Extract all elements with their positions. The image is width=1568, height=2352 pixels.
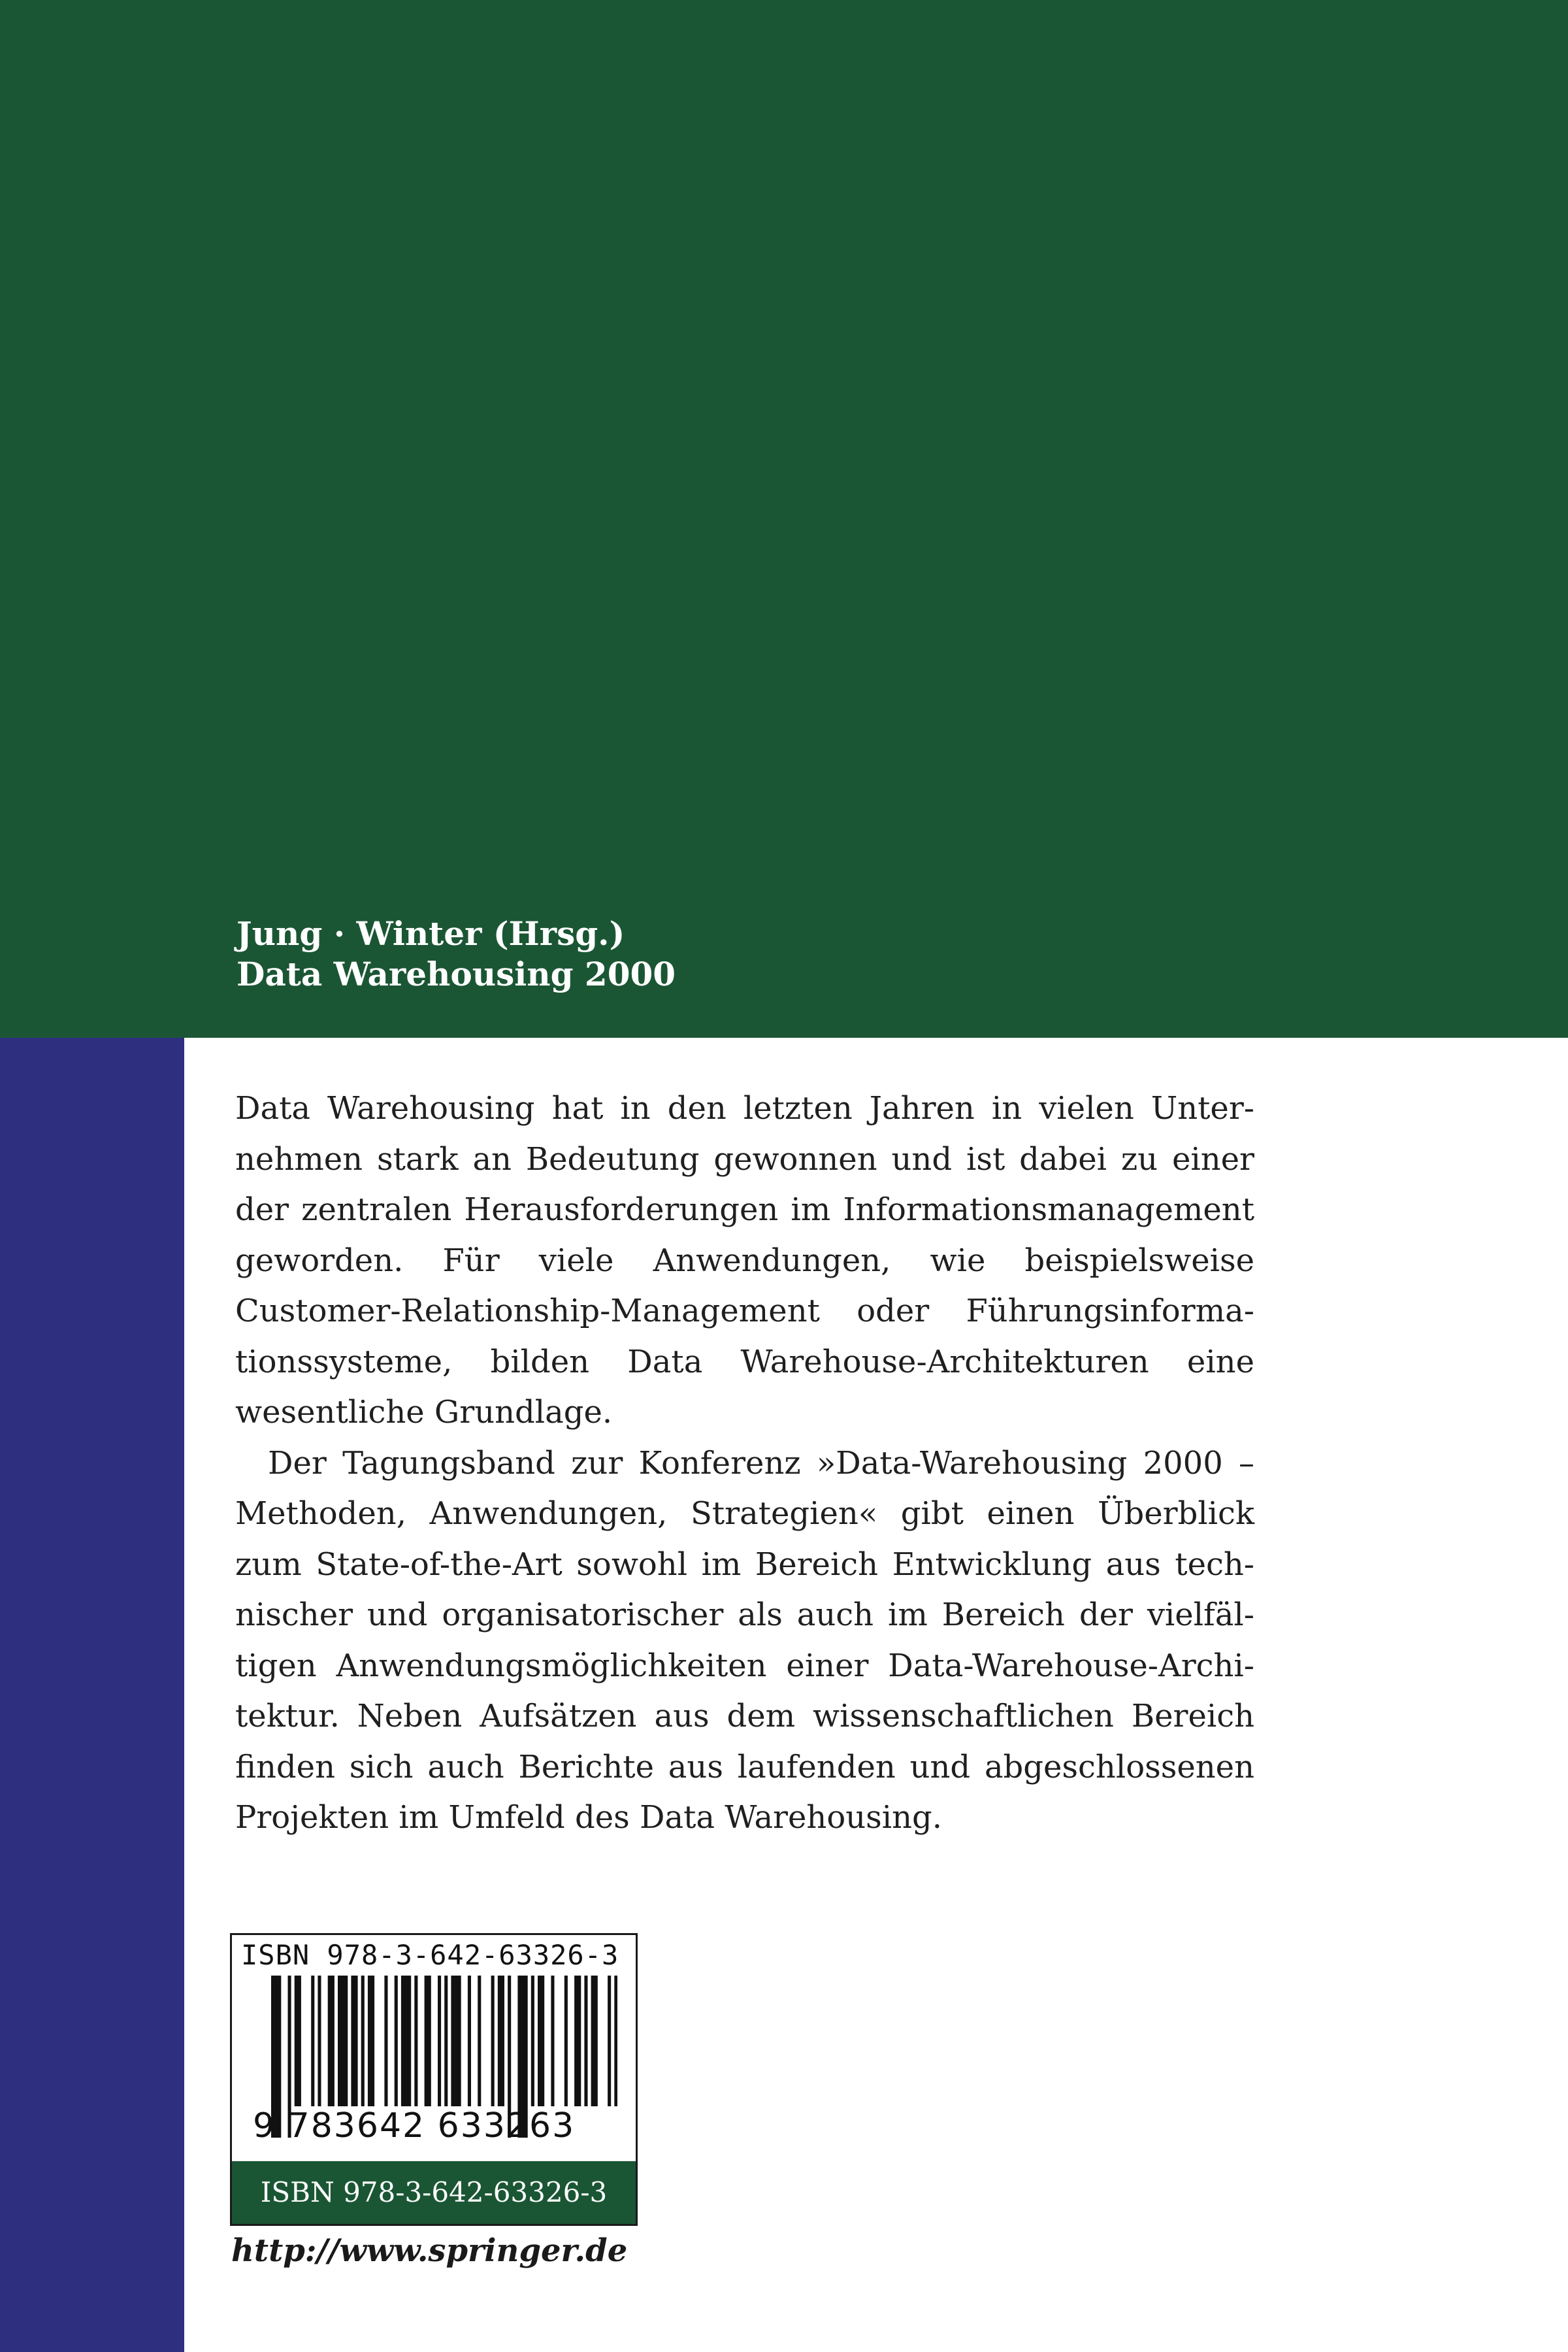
barcode-bar: [451, 1976, 461, 2106]
barcode-bar: [538, 1976, 544, 2106]
barcode-bar: [401, 1976, 411, 2106]
barcode-bar: [384, 1976, 387, 2106]
barcode-bar: [574, 1976, 581, 2106]
barcode-bar: [361, 1976, 365, 2106]
barcode-bar: [608, 1976, 611, 2106]
blurb-paragraph-2: Der Tagungsband zur Konferenz »Data-Warehousing 2000 – Methoden, Anwendungen, Strategien« gibt einen Überblick zum State-of-the-Art sowohl im Bereich Entwicklung aus technischer und organisatorischer als auch im Bereich der vielfältigen Anwendungsmöglichkeiten einer Data-Warehouse-Architektur. Neben Aufsätzen aus dem wissenschaftlichen Bereich finden sich auch Berichte aus laufenden und abgeschlossenen Projekten im Umfeld des Data Warehousing.: [235, 1444, 1254, 1836]
isbn-label-bar: ISBN 978-3-642-63326-3: [232, 2161, 636, 2224]
blurb-paragraph-1: Data Warehousing hat in den letzten Jahren in vielen Unternehmen stark an Bedeutung gewonnen und ist dabei zu einer der zentralen Herausforderungen im Informationsmanagement geworden. Für viele Anwendungen, wie beispielsweise Customer-Relationship-Management oder Führungsinformationssysteme, bilden Data Warehouse-Architekturen eine wesentliche Grundlage.: [235, 1090, 1254, 1431]
barcode-bar: [438, 1976, 441, 2106]
barcode-bar: [351, 1976, 357, 2106]
barcode-isbn-top: ISBN 978-3-642-63326-3: [241, 1939, 619, 1971]
barcode-bar: [614, 1976, 617, 2106]
barcode-bar: [338, 1976, 348, 2106]
barcode-bar: [368, 1976, 374, 2106]
barcode-bar: [425, 1976, 431, 2106]
cover-green-band: [0, 0, 1568, 1038]
barcode-bar: [584, 1976, 587, 2106]
barcode-bar: [295, 1976, 301, 2106]
book-blurb: [235, 1084, 1254, 1844]
barcode-bar: [591, 1976, 598, 2106]
barcode-bar: [498, 1976, 504, 2106]
book-credits: [237, 914, 676, 995]
cover-blue-stripe: [0, 1038, 184, 2352]
barcode-bar: [551, 1976, 554, 2106]
editors-line: Jung · Winter (Hrsg.): [237, 914, 625, 953]
barcode-bar: [468, 1976, 471, 2106]
barcode-bar: [478, 1976, 481, 2106]
barcode-bar: [491, 1976, 495, 2106]
barcode-bar: [444, 1976, 448, 2106]
barcode-bar: [311, 1976, 314, 2106]
barcode-bar: [328, 1976, 335, 2106]
barcode-bar: [414, 1976, 417, 2106]
isbn-barcode: [230, 1933, 638, 2226]
barcode-bar: [318, 1976, 321, 2106]
barcode-bar: [564, 1976, 568, 2106]
barcode-digits: 9 783642 633263: [253, 2106, 576, 2145]
publisher-url[interactable]: http://www.springer.de: [231, 2232, 628, 2269]
book-title: Data Warehousing 2000: [237, 955, 676, 993]
barcode-bar: [395, 1976, 398, 2106]
barcode-bar: [531, 1976, 534, 2106]
